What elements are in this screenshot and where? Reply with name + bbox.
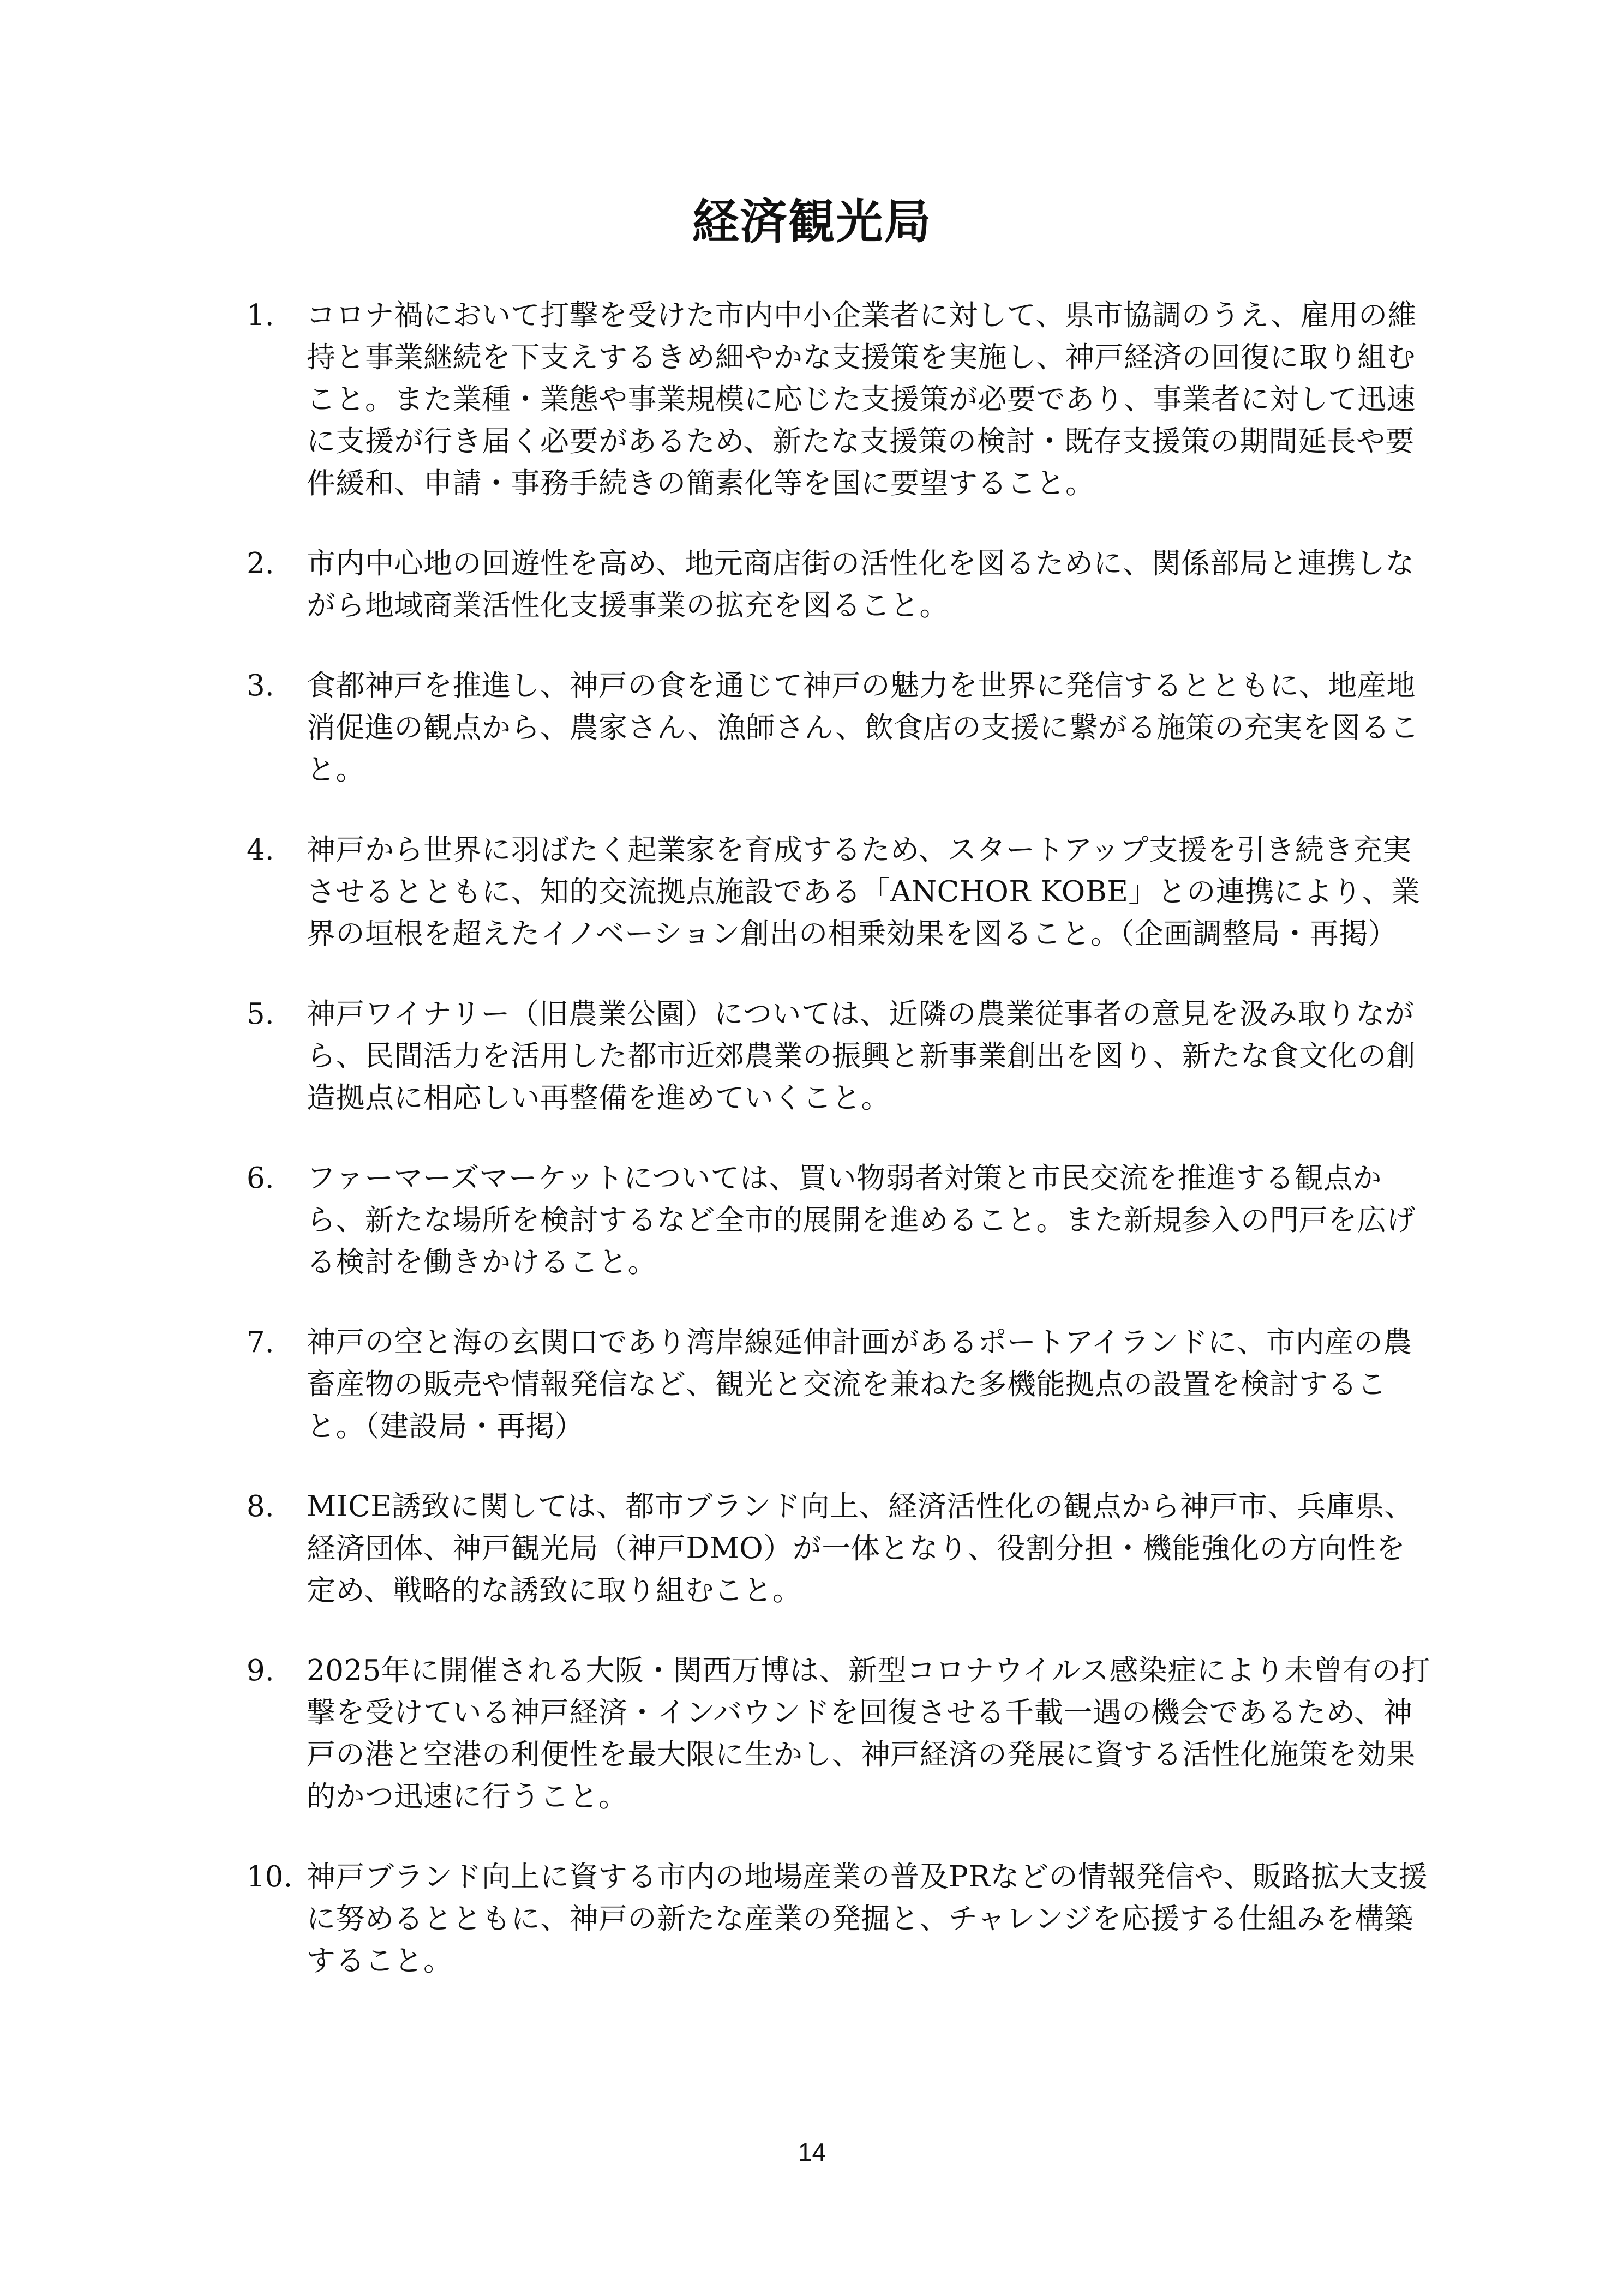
item-text: MICE誘致に関しては、都市ブランド向上、経済活性化の観点から神戸市、兵庫県、経済団体、神戸観光局（神戸DMO）が一体となり、役割分担・機能強化の方向性を定め、戦略的な誘致に取り組むこと。 [307,1490,1413,1607]
list-item [247,829,1430,955]
item-text: 神戸から世界に羽ばたく起業家を育成するため、スタートアップ支援を引き続き充実させるとともに、知的交流拠点施設である「ANCHOR KOBE」との連携により、業界の垣根を超えたイノベーション創出の相乗効果を図ること。（企画調整局・再掲） [307,833,1421,951]
item-number: 5. [247,997,274,1031]
item-text: 2025年に開催される大阪・関西万博は、新型コロナウイルス感染症により未曾有の打撃を受けている神戸経済・インバウンドを回復させる千載一遇の機会であるため、神戸の港と空港の利便性を最大限に生かし、神戸経済の発展に資する活性化施策を効果的かつ迅速に行うこと。 [307,1654,1430,1813]
list-item [247,665,1430,791]
list-item [247,1486,1430,1612]
item-number: 3. [247,669,274,702]
item-number: 6. [247,1162,274,1195]
item-text: 神戸ワイナリー（旧農業公園）については、近隣の農業従事者の意見を汲み取りながら、民間活力を活用した都市近郊農業の振興と新事業創出を図り、新たな食文化の創造拠点に相応しい再整備を進めていくこと。 [307,997,1416,1115]
item-text: ファーマーズマーケットについては、買い物弱者対策と市民交流を推進する観点から、新たな場所を検討するなど全市的展開を進めること。また新規参入の門戸を広げる検討を働きかけること。 [307,1162,1416,1279]
item-text: 神戸の空と海の玄関口であり湾岸線延伸計画があるポートアイランドに、市内産の農畜産物の販売や情報発信など、観光と交流を兼ねた多機能拠点の設置を検討すること。（建設局・再掲） [307,1326,1412,1443]
item-number: 4. [247,833,274,867]
item-number: 8. [247,1490,274,1523]
list-item [247,294,1430,504]
page-number: 14 [798,2138,826,2166]
list-item [247,1321,1430,1447]
item-text: 神戸ブランド向上に資する市内の地場産業の普及PRなどの情報発信や、販路拡大支援に努めるとともに、神戸の新たな産業の発掘と、チャレンジを応援する仕組みを構築すること。 [307,1860,1428,1978]
page-title: 経済観光局 [692,195,932,249]
list-item [247,543,1430,627]
list-item [247,1856,1430,1982]
item-number: 7. [247,1326,274,1359]
request-list [247,294,1430,2020]
item-text: 食都神戸を推進し、神戸の食を通じて神戸の魅力を世界に発信するとともに、地産地消促進の観点から、農家さん、漁師さん、飲食店の支援に繋がる施策の充実を図ること。 [307,669,1419,786]
item-number: 2. [247,547,274,580]
item-number: 9. [247,1654,274,1687]
list-item [247,1157,1430,1283]
item-number: 1. [247,299,274,332]
item-text: コロナ禍において打撃を受けた市内中小企業者に対して、県市協調のうえ、雇用の維持と事業継続を下支えするきめ細やかな支援策を実施し、神戸経済の回復に取り組むこと。また業種・業態や事業規模に応じた支援策が必要であり、事業者に対して迅速に支援が行き届く必要があるため、新たな支援策の検討・既存支援策の期間延長や要件緩和、申請・事務手続きの簡素化等を国に要望すること。 [307,299,1417,500]
list-item [247,1650,1430,1818]
item-text: 市内中心地の回遊性を高め、地元商店街の活性化を図るために、関係部局と連携しながら地域商業活性化支援事業の拡充を図ること。 [307,547,1415,622]
list-item [247,993,1430,1119]
item-number: 10. [247,1860,293,1894]
